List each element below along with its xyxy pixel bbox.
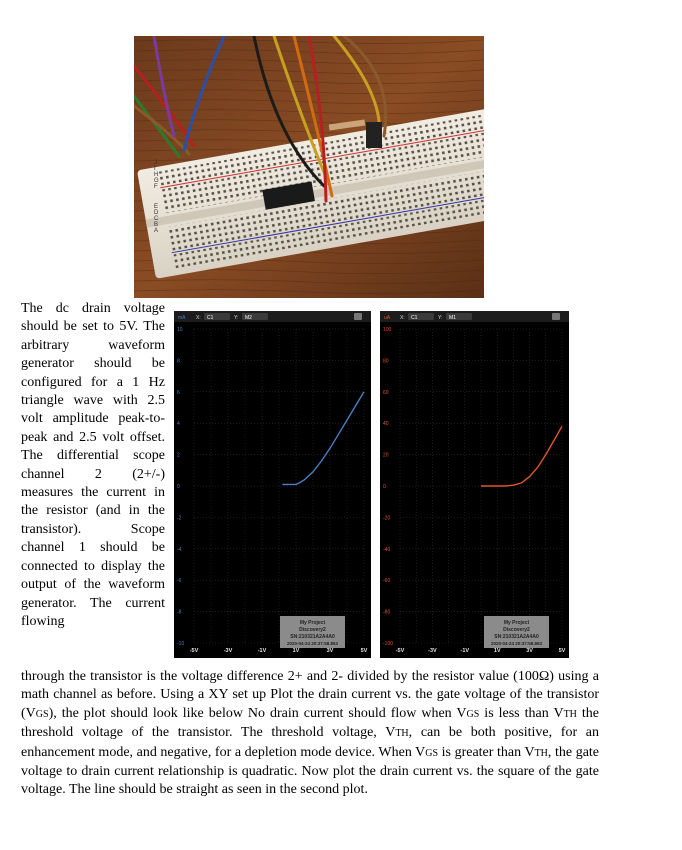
y-unit-label: uA [384, 315, 391, 321]
x-channel-value: C1 [207, 315, 214, 321]
y-unit-label: mA [178, 315, 186, 321]
text-run: ), the plot should look like below No drain current should flow when V [48, 705, 467, 721]
y-tick-label: 100 [383, 327, 392, 333]
text-run: , the gate voltage to drain current relationship is quadratic. Now plot the drain current vs. the square of the gate voltage. The line should be straight as seen in the second plot. [21, 744, 600, 798]
body-text [21, 668, 599, 800]
watermark-line: Discovery2 [299, 627, 326, 633]
y-tick-label: 80 [383, 358, 389, 365]
y-tick-label: 6 [177, 389, 180, 396]
subscript-gs: GS [466, 708, 480, 720]
watermark-line: My Project [299, 620, 326, 626]
intro-paragraph [21, 300, 165, 631]
body-paragraph [21, 668, 599, 800]
y-channel-label: Y: [438, 315, 443, 321]
x-tick-label: -3V [223, 648, 233, 654]
settings-icon[interactable] [552, 313, 560, 320]
y-channel-value: M2 [245, 315, 252, 321]
row-letter: H [154, 172, 159, 178]
y-tick-label: 60 [383, 389, 389, 396]
series-line-m2 [282, 392, 364, 485]
x-tick-label: -5V [189, 648, 199, 654]
y-channel-label: Y: [234, 315, 239, 321]
watermark-line: SN:210321A2A4A0 [290, 634, 335, 640]
y-tick-label: 2 [177, 452, 180, 459]
subscript-th: TH [395, 728, 409, 740]
y-tick-label: 20 [383, 452, 389, 459]
row-letter: A [154, 228, 159, 234]
settings-icon[interactable] [354, 313, 362, 320]
x-channel-label: X: [400, 315, 405, 321]
breadboard-photo [134, 36, 484, 298]
y-tick-label: 0 [177, 484, 180, 490]
row-letter: B [154, 222, 159, 228]
x-tick-label: 1V [493, 648, 501, 654]
row-letter: G [154, 178, 159, 184]
row-letter: C [154, 216, 159, 222]
x-channel-value: C1 [411, 315, 418, 321]
xy-plot-drain-current-squared [380, 311, 569, 658]
subscript-gs: GS [35, 708, 49, 720]
series-line-m1 [481, 426, 562, 486]
y-tick-label: -2 [177, 515, 182, 522]
watermark-box [280, 616, 345, 648]
y-tick-label: -80 [383, 609, 391, 616]
y-tick-label: -100 [383, 641, 394, 647]
connector [366, 122, 382, 148]
y-tick-label: 10 [177, 327, 183, 333]
intro-text: The dc drain voltage should be set to 5V. The arbitrary waveform generator should be configured for a 1 Hz triangle wave with 2.5 volt amplitude peak-to-peak and 2.5 volt offset. The differential scope channel 2 (2+/-) measures the current in the resistor (and in the transistor). Scope channel 1 should be connected to display the output of the waveform generator. The current flowing [21, 301, 165, 629]
y-tick-label: -60 [383, 578, 391, 585]
y-tick-label: 0 [383, 484, 386, 490]
y-tick-label: 40 [383, 421, 389, 428]
y-tick-label: -40 [383, 546, 391, 553]
y-tick-label: 8 [177, 358, 180, 365]
row-letter: F [154, 184, 158, 190]
subscript-th: TH [534, 747, 548, 759]
x-tick-label: 5V [558, 648, 566, 654]
watermark-line: Discovery2 [503, 627, 530, 633]
text-run: the threshold voltage of the transistor. The threshold voltage, V [21, 705, 599, 741]
x-tick-label: 3V [326, 648, 334, 654]
x-tick-label: 3V [526, 648, 533, 654]
y-tick-label: -8 [177, 609, 182, 616]
x-channel-label: X: [196, 315, 201, 321]
y-tick-label: -6 [177, 578, 182, 585]
row-letter: D [154, 210, 159, 216]
xy-plot-drain-current [174, 311, 371, 658]
row-letter: I [154, 166, 156, 172]
watermark-line: SN:210321A2A4A0 [494, 634, 539, 640]
row-letter: E [154, 204, 159, 210]
subscript-th: TH [563, 708, 577, 720]
row-letter: J [154, 160, 157, 166]
y-tick-label: -10 [177, 641, 185, 647]
plot-toolbar [174, 311, 371, 322]
x-tick-label: 5V [360, 648, 368, 654]
x-tick-label: -5V [395, 648, 405, 654]
watermark-line: 2020-04-24 20:37:58.863 [490, 641, 543, 646]
plot-toolbar [380, 311, 569, 322]
text-run: , can be both positive, for an enhancement mode, and negative, for a depletion mode device. When V [21, 725, 599, 760]
y-channel-value: M1 [449, 315, 456, 321]
y-tick-label: -20 [383, 515, 391, 522]
text-run: is less than V [479, 705, 564, 721]
y-tick-label: -4 [177, 546, 182, 553]
y-tick-label: 4 [177, 421, 180, 428]
text-run: through the transistor is the voltage difference 2+ and 2- divided by the resistor value (100Ω) using a math channel as before. Using a XY set up Plot the drain current vs. the gate voltage of the transistor (V [21, 669, 599, 721]
watermark-box [484, 616, 549, 648]
watermark-line: 2020-04-24 20:37:58.863 [286, 641, 339, 646]
watermark-line: My Project [503, 620, 530, 626]
x-tick-label: 1V [292, 648, 300, 654]
text-run: is greater than V [438, 744, 535, 760]
x-tick-label: -3V [428, 648, 437, 654]
x-tick-label: -1V [460, 648, 470, 654]
x-tick-label: -1V [257, 648, 267, 654]
subscript-gs: GS [425, 747, 439, 759]
